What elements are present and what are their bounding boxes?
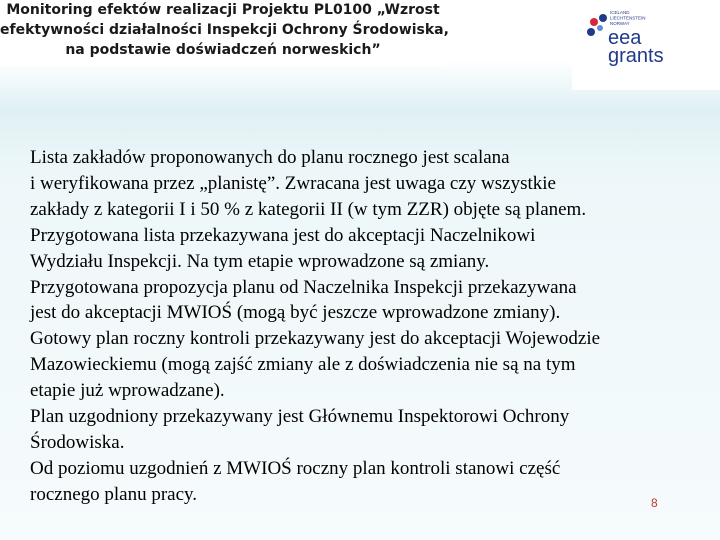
page-number: 8 bbox=[651, 496, 658, 510]
logo-dot-lightblue bbox=[597, 25, 603, 31]
logo-dot-blue-2 bbox=[587, 28, 595, 36]
logo-dot-red bbox=[590, 18, 598, 26]
logo-word-eea: eea bbox=[608, 27, 642, 49]
body-line: etapie już wprowadzane). bbox=[30, 380, 225, 402]
body-line: rocznego planu pracy. bbox=[30, 483, 198, 505]
title-line-1: Monitoring efektów realizacji Projektu PL0100 „Wzrost bbox=[6, 2, 440, 18]
title-line-2: efektywności działalności Inspekcji Ochrony Środowiska, bbox=[0, 22, 449, 38]
body-line: Od poziomu uzgodnień z MWIOŚ roczny plan kontroli stanowi część bbox=[30, 457, 561, 479]
body-line: Przygotowana lista przekazywana jest do akceptacji Naczelnikowi bbox=[30, 224, 536, 246]
eea-grants-logo bbox=[572, 0, 720, 90]
logo-country-2: LIECHTENSTEIN bbox=[610, 15, 646, 21]
logo-word-grants: grants bbox=[608, 45, 664, 67]
slide-header-title bbox=[0, 0, 449, 66]
slide-body-text bbox=[30, 145, 700, 508]
logo-country-3: NORWAY bbox=[610, 21, 630, 26]
body-line: Przygotowana propozycja planu od Naczelnika Inspekcji przekazywana bbox=[30, 276, 577, 298]
body-line: jest do akceptacji MWIOŚ (mogą być jeszcze wprowadzone zmiany). bbox=[30, 302, 561, 324]
title-line-3: na podstawie doświadczeń norweskich” bbox=[65, 42, 381, 58]
body-line: Gotowy plan roczny kontroli przekazywany jest do akceptacji Wojewodzie bbox=[30, 328, 601, 350]
body-line: Mazowieckiemu (mogą zajść zmiany ale z doświadczenia nie są na tym bbox=[30, 354, 576, 376]
body-line: Wydziału Inspekcji. Na tym etapie wprowadzone są zmiany. bbox=[30, 250, 490, 272]
body-line: i weryfikowana przez „planistę”. Zwracana jest uwaga czy wszystkie bbox=[30, 172, 556, 194]
body-line: zakłady z kategorii I i 50 % z kategorii II (w tym ZZR) objęte są planem. bbox=[30, 198, 587, 220]
logo-country-1: ICELAND bbox=[610, 10, 630, 15]
body-line: Środowiska. bbox=[30, 431, 125, 453]
eea-grants-logo-graphic bbox=[572, 0, 720, 90]
logo-dot-blue-1 bbox=[599, 14, 607, 22]
body-line: Lista zakładów proponowanych do planu rocznego jest scalana bbox=[30, 147, 510, 168]
body-line: Plan uzgodniony przekazywany jest Głównemu Inspektorowi Ochrony bbox=[30, 406, 570, 428]
